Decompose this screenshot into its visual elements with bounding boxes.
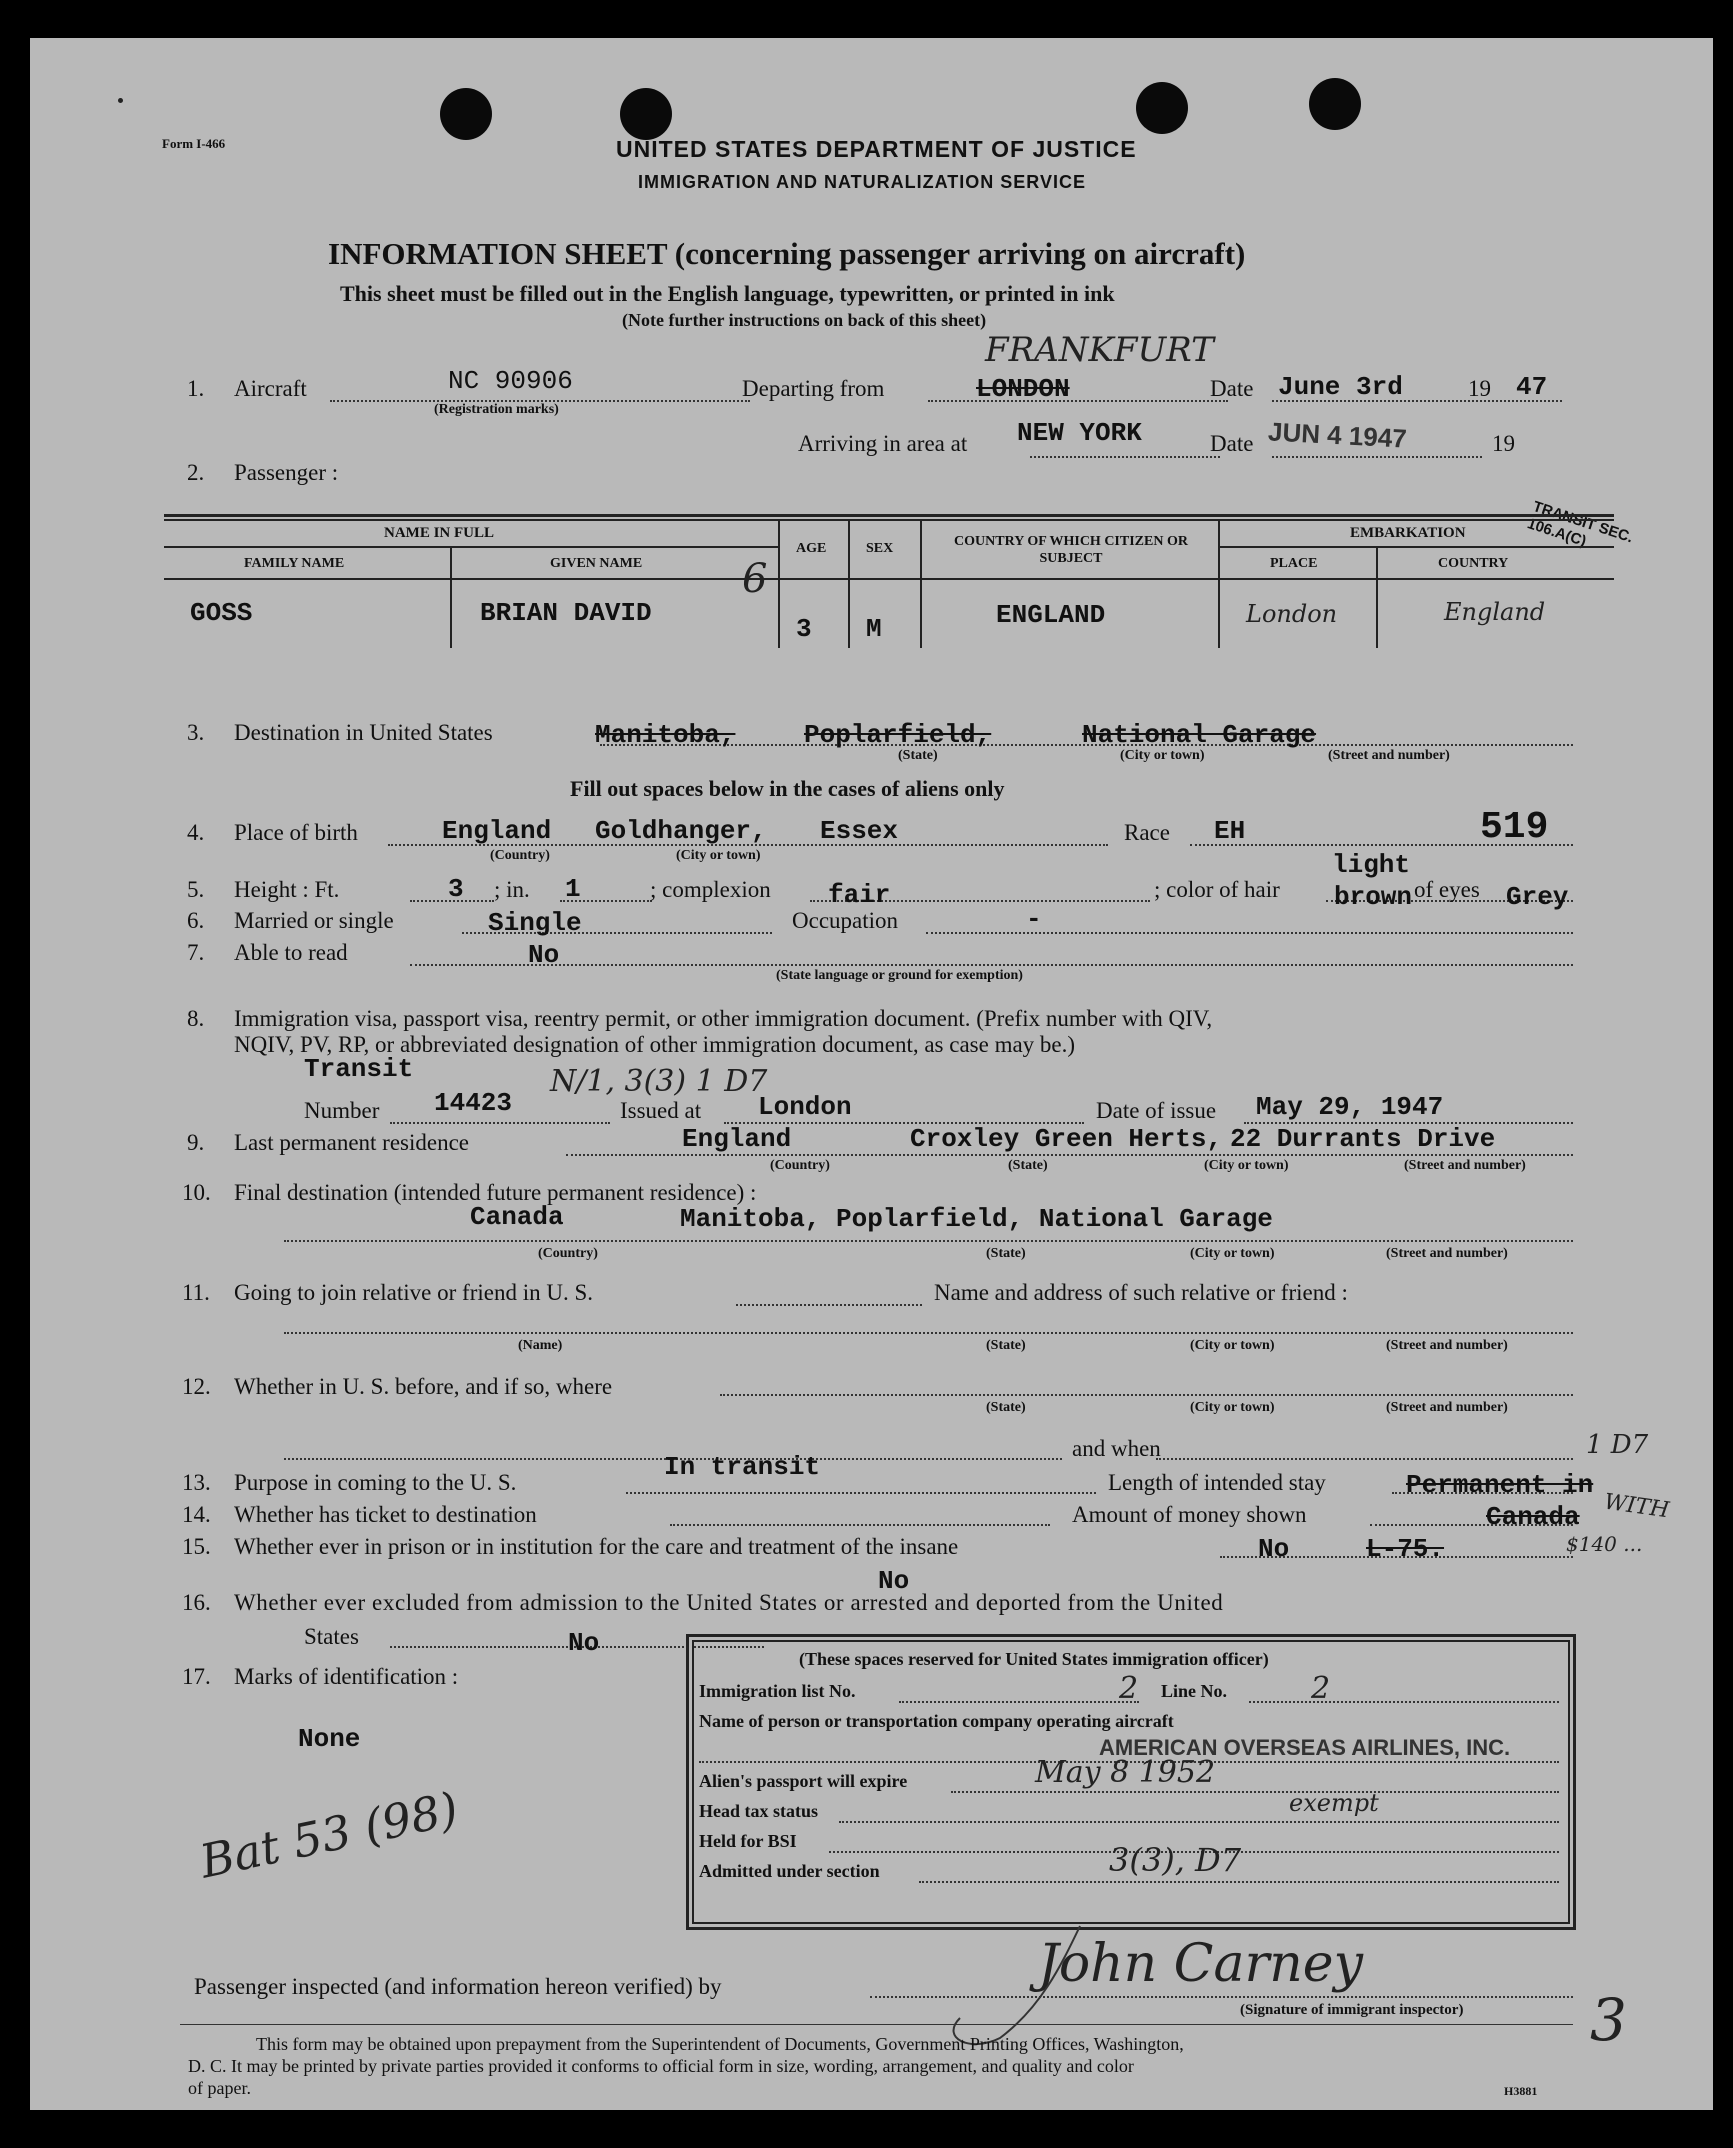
friend-city-caption: (City or town) bbox=[1190, 1338, 1275, 1353]
race-value: EH bbox=[1214, 816, 1246, 846]
embark-country-handwritten: England bbox=[1444, 598, 1546, 626]
excluded-value-above: No bbox=[878, 1566, 910, 1596]
q8-text-1: Immigration visa, passport visa, reentry permit, or other immigration document. (Prefix number with QIV, bbox=[234, 1006, 1213, 1031]
admitted-label: Admitted under section bbox=[699, 1861, 880, 1881]
passport-expire-label: Alien's passport will expire bbox=[699, 1771, 908, 1791]
money-label: Amount of money shown bbox=[1072, 1502, 1307, 1527]
issue-date-value: May 29, 1947 bbox=[1256, 1092, 1444, 1122]
q14-number: 14. bbox=[182, 1502, 211, 1527]
q7-label: Able to read bbox=[234, 940, 348, 965]
inspected-label: Passenger inspected (and information hereon verified) by bbox=[194, 1974, 722, 1999]
eyes-label: of eyes bbox=[1414, 877, 1480, 902]
table-divider bbox=[778, 519, 780, 648]
year-prefix: 19 bbox=[1468, 376, 1491, 401]
race-code: 519 bbox=[1480, 806, 1549, 849]
table-rule bbox=[164, 519, 1614, 521]
birth-city-caption: (City or town) bbox=[676, 848, 761, 863]
visa-handwritten: N/1, 3(3) 1 D7 bbox=[550, 1064, 768, 1099]
sex-value: M bbox=[866, 614, 882, 644]
q5-number: 5. bbox=[187, 877, 205, 902]
inches-label: ; in. bbox=[494, 877, 530, 902]
punch-hole bbox=[1309, 78, 1361, 130]
signature-caption: (Signature of immigrant inspector) bbox=[1240, 2002, 1464, 2018]
q2-label: Passenger : bbox=[234, 460, 339, 485]
departure-date: June 3rd bbox=[1278, 372, 1403, 402]
q4-label: Place of birth bbox=[234, 820, 358, 845]
punch-hole bbox=[1136, 82, 1188, 134]
registration-caption: (Registration marks) bbox=[434, 402, 559, 417]
q10-line bbox=[284, 1240, 1573, 1242]
age-value: 3 bbox=[796, 614, 812, 644]
header-embark-country: COUNTRY bbox=[1438, 556, 1509, 571]
hair-label: ; color of hair bbox=[1154, 877, 1280, 902]
arrival-date-stamp: JUN 4 1947 bbox=[1267, 416, 1408, 454]
department-name: UNITED STATES DEPARTMENT OF JUSTICE bbox=[616, 136, 1137, 162]
q13-line bbox=[626, 1492, 1096, 1494]
q1-label: Aircraft bbox=[234, 376, 307, 401]
final-street-caption: (Street and number) bbox=[1386, 1246, 1508, 1261]
final-city-caption: (City or town) bbox=[1190, 1246, 1275, 1261]
residence-state: Croxley Green Herts, bbox=[910, 1124, 1223, 1154]
friend-street-caption: (Street and number) bbox=[1386, 1338, 1508, 1353]
q9-label: Last permanent residence bbox=[234, 1130, 469, 1155]
issue-date-label: Date of issue bbox=[1096, 1098, 1217, 1123]
issued-label: Issued at bbox=[620, 1098, 702, 1123]
hair-value-2: brown bbox=[1334, 882, 1413, 912]
page-number-handwritten: 3 bbox=[1590, 1986, 1627, 2054]
residence-street: 22 Durrants Drive bbox=[1230, 1124, 1496, 1154]
q17-number: 17. bbox=[182, 1664, 211, 1689]
punch-hole bbox=[440, 88, 492, 140]
race-label: Race bbox=[1124, 820, 1170, 845]
footer-line-2: D. C. It may be printed by private parties provided it conforms to official form in size, wording, arrangement, and quality and color bbox=[188, 2056, 1134, 2076]
birth-country-caption: (Country) bbox=[490, 848, 550, 863]
admitted-value: 3(3), D7 bbox=[1109, 1841, 1242, 1879]
aliens-only-note: Fill out spaces below in the cases of aliens only bbox=[570, 776, 1005, 801]
q17-label: Marks of identification : bbox=[234, 1664, 459, 1689]
q11-line-b bbox=[284, 1332, 1573, 1334]
birth-country: England bbox=[442, 816, 552, 846]
table-rule bbox=[164, 546, 778, 548]
purpose-value: In transit bbox=[664, 1452, 821, 1482]
departing-handwritten: FRANKFURT bbox=[985, 330, 1214, 370]
marks-handwritten: Bat 53 (98) bbox=[195, 1781, 463, 1889]
passport-expire-line bbox=[951, 1791, 1559, 1793]
friend-name-caption: (Name) bbox=[518, 1338, 563, 1353]
header-embarkation: EMBARKATION bbox=[1350, 525, 1466, 541]
departure-year: 47 bbox=[1516, 372, 1548, 402]
list-number-label: Immigration list No. bbox=[699, 1681, 856, 1701]
arrival-date-line bbox=[1272, 456, 1482, 458]
money-value: Canada bbox=[1486, 1502, 1580, 1532]
dest-state-caption: (State) bbox=[898, 748, 938, 763]
q11-label: Going to join relative or friend in U. S. bbox=[234, 1280, 593, 1305]
q6-number: 6. bbox=[187, 908, 205, 933]
complexion-label: ; complexion bbox=[650, 877, 771, 902]
q4-number: 4. bbox=[187, 820, 205, 845]
final-country: Canada bbox=[470, 1202, 564, 1232]
embark-place-handwritten: London bbox=[1246, 600, 1338, 628]
birth-county: Essex bbox=[820, 816, 899, 846]
form-number: Form I-466 bbox=[162, 136, 226, 151]
q13-number: 13. bbox=[182, 1470, 211, 1495]
q11-number: 11. bbox=[182, 1280, 210, 1305]
height-inches: 1 bbox=[565, 874, 581, 904]
q12-line-a bbox=[720, 1394, 1573, 1396]
occupation-value: - bbox=[1026, 904, 1042, 934]
excluded-value: No bbox=[568, 1628, 600, 1658]
given-name-handwritten: 6 bbox=[742, 556, 768, 602]
q1-number: 1. bbox=[187, 376, 205, 401]
q8-number: 8. bbox=[187, 1006, 205, 1031]
operator-value: AMERICAN OVERSEAS AIRLINES, INC. bbox=[1099, 1735, 1511, 1760]
final-country-caption: (Country) bbox=[538, 1246, 598, 1261]
list-number-line bbox=[899, 1701, 1139, 1703]
passport-expire-value: May 8 1952 bbox=[1035, 1755, 1216, 1790]
dest-state: Manitoba, bbox=[595, 720, 736, 750]
dest-street: National Garage bbox=[1082, 720, 1317, 750]
form-note: (Note further instructions on back of this sheet) bbox=[622, 310, 987, 330]
header-age: AGE bbox=[796, 541, 827, 556]
arriving-value: NEW YORK bbox=[1017, 418, 1142, 448]
line-number-label: Line No. bbox=[1161, 1681, 1228, 1701]
speck bbox=[118, 98, 123, 103]
q14-label: Whether has ticket to destination bbox=[234, 1502, 537, 1527]
marks-value: None bbox=[298, 1724, 361, 1754]
q6-label: Married or single bbox=[234, 908, 394, 933]
q16-number: 16. bbox=[182, 1590, 211, 1615]
birth-city: Goldhanger, bbox=[595, 816, 767, 846]
header-sex: SEX bbox=[866, 541, 894, 556]
head-tax-line bbox=[839, 1821, 1559, 1823]
q13-label: Purpose in coming to the U. S. bbox=[234, 1470, 517, 1495]
when-line bbox=[1156, 1458, 1573, 1460]
head-tax-value: exempt bbox=[1289, 1789, 1379, 1817]
occupation-line bbox=[926, 932, 1573, 934]
list-number-value: 2 bbox=[1119, 1671, 1139, 1706]
footer-line-1: This form may be obtained upon prepayment from the Superintendent of Documents, Government Printing Offices, Washington, bbox=[256, 2034, 1184, 2054]
residence-city-caption: (City or town) bbox=[1204, 1158, 1289, 1173]
q3-number: 3. bbox=[187, 720, 205, 745]
eyes-value: Grey bbox=[1506, 882, 1569, 912]
q11-line-a bbox=[736, 1304, 922, 1306]
table-divider bbox=[450, 546, 452, 648]
printer-code: H3881 bbox=[1504, 2084, 1538, 2098]
q16-label-2: States bbox=[304, 1624, 359, 1649]
q7-line bbox=[410, 964, 1573, 966]
doc-number-line bbox=[390, 1122, 610, 1124]
head-tax-label: Head tax status bbox=[699, 1801, 819, 1821]
transit-value: Transit bbox=[304, 1054, 414, 1084]
departing-label: Departing from bbox=[742, 376, 885, 401]
table-divider bbox=[848, 519, 850, 648]
footer-line-3: of paper. bbox=[188, 2078, 251, 2098]
q5-label: Height : Ft. bbox=[234, 877, 340, 902]
given-name-value: BRIAN DAVID bbox=[480, 598, 652, 628]
when-label: and when bbox=[1072, 1436, 1161, 1461]
final-state-caption: (State) bbox=[986, 1246, 1026, 1261]
header-given-name: GIVEN NAME bbox=[550, 556, 643, 571]
officer-box bbox=[686, 1634, 1576, 1930]
q14-line bbox=[670, 1524, 1050, 1526]
q9-line bbox=[566, 1154, 1573, 1156]
stay-value: Permanent in bbox=[1406, 1470, 1594, 1500]
q9-number: 9. bbox=[187, 1130, 205, 1155]
when-handwritten: 1 D7 bbox=[1586, 1430, 1649, 1460]
dest-city: Poplarfield, bbox=[804, 720, 992, 750]
residence-street-caption: (Street and number) bbox=[1404, 1158, 1526, 1173]
residence-state-caption: (State) bbox=[1008, 1158, 1048, 1173]
q8-text-2: NQIV, PV, RP, or abbreviated designation of other immigration document, as case may be.) bbox=[234, 1032, 1076, 1057]
prior-street-caption: (Street and number) bbox=[1386, 1400, 1508, 1415]
q15-number: 15. bbox=[182, 1534, 211, 1559]
arrival-date-label: Date bbox=[1210, 431, 1254, 456]
q10-label: Final destination (intended future permanent residence) : bbox=[234, 1180, 757, 1205]
form-subtitle: This sheet must be filled out in the English language, typewritten, or printed in ink bbox=[340, 281, 1115, 306]
dest-city-caption: (City or town) bbox=[1120, 748, 1205, 763]
table-divider bbox=[1376, 546, 1378, 648]
prison-handwritten: $140 ... bbox=[1566, 1532, 1643, 1556]
header-family-name: FAMILY NAME bbox=[244, 556, 345, 571]
q10-number: 10. bbox=[182, 1180, 211, 1205]
read-value: No bbox=[528, 940, 560, 970]
prior-state-caption: (State) bbox=[986, 1400, 1026, 1415]
q16-label: Whether ever excluded from admission to the United States or arrested and deported from the United bbox=[234, 1590, 1224, 1615]
height-feet: 3 bbox=[448, 874, 464, 904]
officer-box-title: (These spaces reserved for United States immigration officer) bbox=[799, 1649, 1269, 1669]
arriving-line bbox=[1030, 456, 1220, 458]
service-name: IMMIGRATION AND NATURALIZATION SERVICE bbox=[638, 172, 1086, 192]
doc-number-value: 14423 bbox=[434, 1088, 513, 1118]
friend-state-caption: (State) bbox=[986, 1338, 1026, 1353]
hair-value-1: light bbox=[1332, 850, 1411, 880]
header-place: PLACE bbox=[1270, 556, 1318, 571]
dest-street-caption: (Street and number) bbox=[1328, 748, 1450, 763]
q3-label: Destination in United States bbox=[234, 720, 493, 745]
arriving-label: Arriving in area at bbox=[798, 431, 968, 456]
money-handwritten: WITH bbox=[1602, 1489, 1671, 1524]
aircraft-registration: NC 90906 bbox=[448, 366, 573, 396]
bsi-label: Held for BSI bbox=[699, 1831, 797, 1851]
departing-value: LONDON bbox=[976, 374, 1070, 404]
line-number-value: 2 bbox=[1311, 1671, 1331, 1706]
line-number-line bbox=[1249, 1701, 1559, 1703]
table-rule bbox=[1218, 546, 1614, 548]
arrival-year-prefix: 19 bbox=[1492, 431, 1515, 456]
header-name-in-full: NAME IN FULL bbox=[384, 525, 495, 541]
prior-city-caption: (City or town) bbox=[1190, 1400, 1275, 1415]
doc-number-label: Number bbox=[304, 1098, 380, 1123]
final-state: Manitoba, Poplarfield, National Garage bbox=[680, 1204, 1273, 1234]
table-rule bbox=[164, 578, 1614, 580]
residence-country-caption: (Country) bbox=[770, 1158, 830, 1173]
q15-label: Whether ever in prison or in institution for the care and treatment of the insane bbox=[234, 1534, 959, 1559]
operator-label: Name of person or transportation company operating aircraft bbox=[699, 1711, 1174, 1731]
q12-number: 12. bbox=[182, 1374, 211, 1399]
departing-line bbox=[928, 400, 1228, 402]
form-sheet bbox=[30, 38, 1713, 2110]
q12-label: Whether in U. S. before, and if so, where bbox=[234, 1374, 613, 1399]
issued-value: London bbox=[758, 1092, 852, 1122]
table-divider bbox=[1218, 519, 1220, 648]
q11-label-2: Name and address of such relative or friend : bbox=[934, 1280, 1348, 1305]
table-divider bbox=[920, 519, 922, 648]
admitted-line bbox=[919, 1881, 1559, 1883]
footer-rule bbox=[180, 2024, 1573, 2025]
stay-label: Length of intended stay bbox=[1108, 1470, 1326, 1495]
inspector-signature: John Carney bbox=[1038, 1934, 1363, 1994]
occupation-label: Occupation bbox=[792, 908, 899, 933]
form-title: INFORMATION SHEET (concerning passenger arriving on aircraft) bbox=[328, 236, 1246, 271]
residence-country: England bbox=[682, 1124, 792, 1154]
marital-value: Single bbox=[488, 908, 582, 938]
punch-hole bbox=[620, 88, 672, 140]
table-rule bbox=[164, 514, 1614, 517]
prison-struck: L-75. bbox=[1366, 1534, 1445, 1564]
date-label: Date bbox=[1210, 376, 1254, 401]
citizenship-value: ENGLAND bbox=[996, 600, 1106, 630]
header-country-citizen: COUNTRY OF WHICH CITIZEN OR SUBJECT bbox=[954, 534, 1188, 566]
read-caption: (State language or ground for exemption) bbox=[776, 968, 1023, 983]
q7-number: 7. bbox=[187, 940, 205, 965]
q2-number: 2. bbox=[187, 460, 205, 485]
prison-value: No bbox=[1258, 1534, 1290, 1564]
complexion-value: fair bbox=[828, 880, 891, 910]
family-name-value: GOSS bbox=[190, 598, 253, 628]
transit-stamp: TRANSIT SEC. 106.A(C) bbox=[1525, 498, 1636, 551]
